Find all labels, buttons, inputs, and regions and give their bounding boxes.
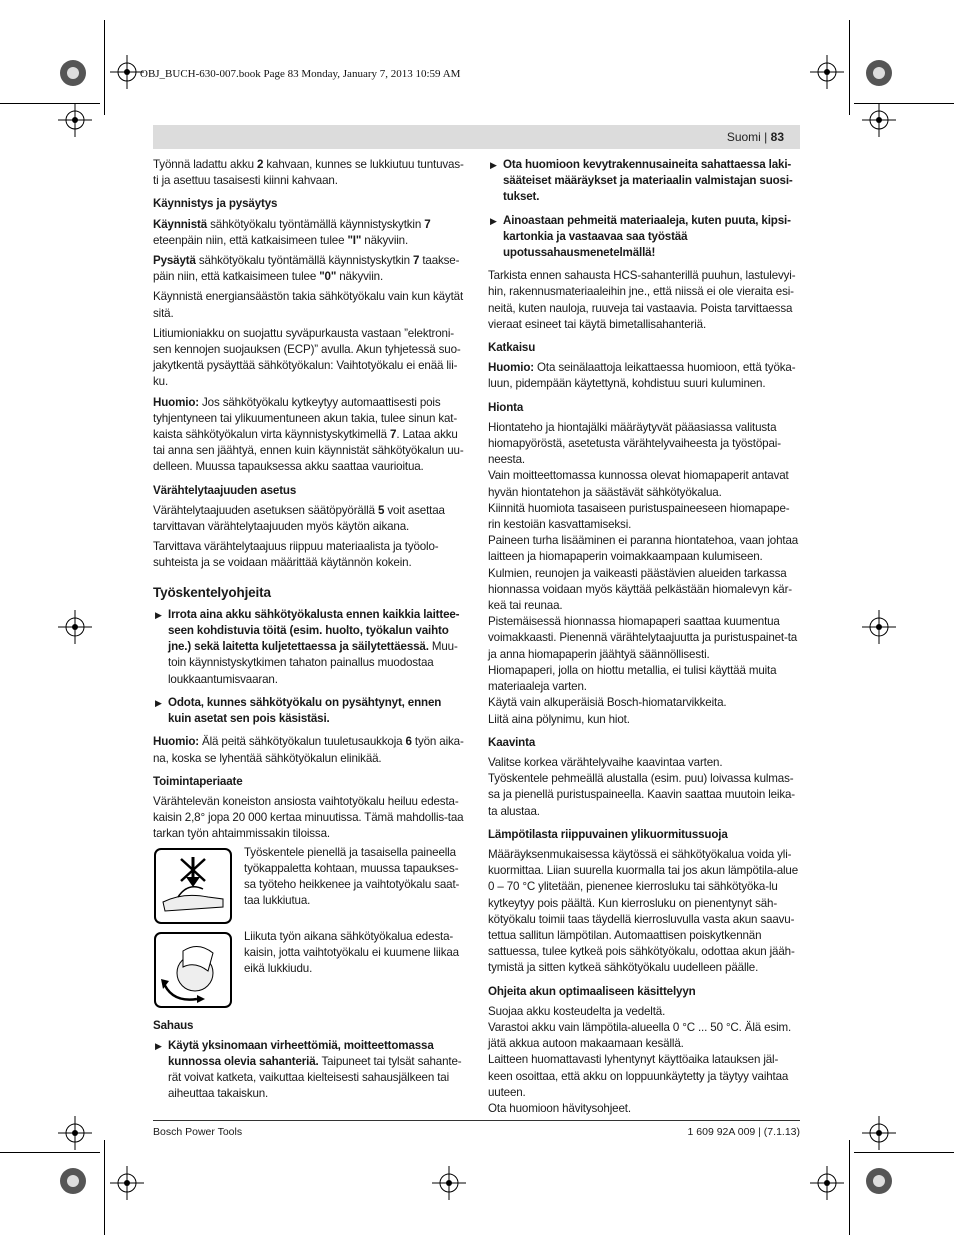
bullet-triangle-icon: ▶ xyxy=(490,215,497,226)
subheading-scraping: Kaavinta xyxy=(488,735,536,749)
bullet-triangle-icon: ▶ xyxy=(155,697,162,708)
paragraph: Määräyksenmukaisessa käytössä ei sähkötyökalua voida yli-kuormittaa. Liian suurella kuormalla tai jos akun lämpötila-alue 0 – 70 °C ylitetään, pienenee kierrosluku tai sähkötyöka-lu kytkeytyy pois päältä. Kun kierrosluku on pienentynyt säh-kötyökalu toimii taas täydellä kierrosluvulla vasta akun saavu-tettua sallitun lämpötilan. Automaattisen poiskytkennän sattuessa, tulee kytkeä pois sähkötyökalu, odottaa akun jääh-tymistä ja sitten kytkeä sähkötyökalu uudelleen päälle. xyxy=(488,847,799,975)
subheading-sawing: Sahaus xyxy=(153,1018,194,1032)
trim-mark xyxy=(854,103,954,104)
language-label: Suomi | xyxy=(726,130,771,144)
crosshair-right-lower xyxy=(862,1116,896,1155)
note-paragraph: Huomio: Älä peitä sähkötyökalun tuuletusaukkoja 6 työn aika-na, koska se lyhentää sähkötyökalun elinikää. xyxy=(153,735,464,765)
trim-mark xyxy=(0,1152,100,1153)
paragraph: Ota huomioon hävitysohjeet. xyxy=(488,1101,631,1115)
paragraph: Pysäytä sähkötyökalu työntämällä käynnistyskytkin 7 taakse-päin niin, että katkaisimeen tulee "0" näkyviin. xyxy=(153,254,460,284)
crosshair-left-upper xyxy=(58,103,92,142)
right-column xyxy=(488,157,800,1121)
back-and-forth-illustration-icon xyxy=(153,931,235,1009)
paragraph: Käytä vain alkuperäisiä Bosch-hiomatarvikkeita. xyxy=(488,696,727,710)
trim-mark xyxy=(849,1140,850,1235)
figure-caption: Liikuta työn aikana sähkötyökalua edesta-kaisin, jotta vaihtotyökalu ei kuumene liikaa eikä lukkiudu. xyxy=(244,929,459,975)
paragraph: Litiumioniakku on suojattu syväpurkausta vastaan ”elektroni-sen kennojen suojauksen (ECP)” avulla. Akun tyhjetessä suo-jakytkentä pysäyttää sähkötyökalun: Vaihtotyökalu ei enää lii-ku. xyxy=(153,326,461,389)
section-heading-work: Työskentelyohjeita xyxy=(153,584,271,600)
paragraph: Hiontateho ja hiontajälki määräytyvät pääasiassa valitusta hiomapyöröstä, asetetusta värähtelyvaiheesta ja työstöpai-neesta. xyxy=(488,420,781,467)
registration-mark-bl xyxy=(58,1166,88,1201)
bullet-item: ▶ Irrota aina akku sähkötyökalusta ennen kaikkia laittee-seen kohdistuvia töitä (esim. huolto, työkalun vaihto jne.) sekä laitetta kuljetettaessa ja säilytettäessä. Muu-toin käynnistyskytkimen tahaton painallus muodostaa loukkaantumisvaaran. xyxy=(155,607,460,686)
page-header-label xyxy=(727,130,784,144)
crosshair-bottom-left xyxy=(110,1166,144,1205)
page-number: 83 xyxy=(770,130,784,144)
subheading-battery-handling: Ohjeita akun optimaaliseen käsittelyyn xyxy=(488,984,696,998)
paragraph: Pistemäisessä hionnassa hiomapaperi saattaa kuumentua voimakkaasti. Pienennä värähtelytaajuutta ja puristuspainet-ta ja anna hiomapaperin jäähtyä säännöllisesti. xyxy=(488,615,798,661)
figure-caption: Työskentele pienellä ja tasaisella paineella työkappaletta kohtaan, muussa tapaukses-sa työteho heikkenee ja vaihtotyökalu saat-taa lukkiutua. xyxy=(244,845,460,908)
paragraph: Värähtelevän koneiston ansiosta vaihtotyökalu heiluu edesta-kaisin 2,8° jopa 20 000 kertaa minuutissa. Tämä mahdollis-taa tarkan työn ahtaimmissakin tiloissa. xyxy=(153,794,464,841)
note-paragraph: Huomio: Jos sähkötyökalu kytkeytyy automaattisesti pois tyhjentyneen tai ylikuumentuneen akun takia, tulee sinun kat-kaista sähkötyökalun virta käynnistyskytkimellä 7. Lataa akku tai anna sen jäähtyä, ennen kuin käynnistät sähkötyökalun uu-delleen. Muussa tapauksessa akku saattaa vaurioitua. xyxy=(153,395,464,474)
crosshair-left-lower xyxy=(58,1116,92,1155)
paragraph: Työnnä ladattu akku 2 kahvaan, kunnes se lukkiutuu tuntuvas-ti ja asettuu tasaisesti kiinni kahvaan. xyxy=(153,158,464,188)
subheading-sanding: Hionta xyxy=(488,400,524,414)
paragraph: Varastoi akku vain lämpötila-alueella 0 °C ... 50 °C. Älä esim. jätä akkua autoon makaamaan kesällä. xyxy=(488,1020,792,1051)
subheading-start-stop: Käynnistys ja pysäytys xyxy=(153,197,278,211)
figure-row-move xyxy=(153,931,465,1011)
paragraph: Värähtelytaajuuden asetuksen säätöpyörällä 5 voit asettaa tarvittavan värähtelytaajuuden myös käytön aikana. xyxy=(153,503,445,534)
paragraph: Kiinnitä huomiota tasaiseen puristuspaineeseen hiomapape-rin kestoiän kasvattamiseksi. xyxy=(488,501,790,532)
paragraph: Liitä aina pölynimu, kun hiot. xyxy=(488,712,630,726)
footer-divider xyxy=(153,1120,800,1121)
paragraph: Vain moitteettomassa kunnossa olevat hiomapaperit antavat hyvän hiontatehon ja säästävät sähkötyökalua. xyxy=(488,469,789,499)
subheading-vibration: Värähtelytaajuuden asetus xyxy=(153,483,297,497)
crosshair-bottom-center xyxy=(432,1166,466,1205)
footer-brand: Bosch Power Tools xyxy=(153,1126,243,1138)
subheading-principle: Toimintaperiaate xyxy=(153,774,243,788)
footer-doc-number: 1 609 92A 009 | (7.1.13) xyxy=(687,1126,800,1138)
no-pressure-illustration-icon xyxy=(153,847,235,925)
bullet-item: ▶ Ainoastaan pehmeitä materiaaleja, kuten puuta, kipsi-kartonkia ja vastaavaa saa työstää upotussahausmenetelmällä! xyxy=(490,213,791,260)
trim-mark xyxy=(854,1152,954,1153)
note-paragraph: Huomio: Ota seinälaattoja leikattaessa huomioon, että työka-luun, pidempään käytettynä, kohdistuu suuri kuluminen. xyxy=(488,361,796,391)
subheading-cutting: Katkaisu xyxy=(488,341,536,355)
page-header-bar xyxy=(153,125,800,149)
paragraph: Käynnistä energiansäästön takia sähkötyökalu vain kun käytät sitä. xyxy=(153,290,464,320)
trim-mark xyxy=(0,103,100,104)
subheading-thermal-protection: Lämpötilasta riippuvainen ylikuormitussuoja xyxy=(488,827,728,841)
figure-row-pressure xyxy=(153,847,465,927)
paragraph: Paineen turha lisääminen ei paranna hiontatehoa, vaan johtaa laitteen ja hiomapaperin voimakkaampaan kulumiseen. xyxy=(488,534,799,564)
crosshair-top-left xyxy=(110,55,144,94)
crosshair-bottom-right xyxy=(810,1166,844,1205)
paragraph: Suojaa akku kosteudelta ja vedeltä. xyxy=(488,1004,666,1018)
bullet-triangle-icon: ▶ xyxy=(155,1040,162,1051)
bullet-item: ▶ Käytä yksinomaan virheettömiä, moitteettomassa kunnossa olevia sahanteriä. Taipuneet tai tylsät sahante-rät voivat katketa, vaikuttaa kielteisesti sahausjälkeen tai aiheuttaa takaiskun. xyxy=(155,1038,462,1101)
left-column xyxy=(153,157,465,1110)
crosshair-right-mid xyxy=(862,610,896,649)
paragraph: Valitse korkea värähtelyvaihe kaavintaa varten. xyxy=(488,755,723,769)
registration-mark-br xyxy=(864,1166,894,1201)
paragraph: Hiomapaperi, jolla on hiottu metallia, ei tulisi käyttää muita materiaaleja varten. xyxy=(488,663,777,694)
crosshair-top-right xyxy=(810,55,844,94)
paragraph: Tarvittava värähtelytaajuus riippuu materiaalista ja työolo-suhteista ja se voidaan määrittää käytännön kokein. xyxy=(153,540,439,570)
paragraph: Työskentele pehmeällä alustalla (esim. puu) loivassa kulmas-sa ja pienellä puristuspaineella. Kaavin saattaa muutoin leika-ta alustaa. xyxy=(488,772,795,818)
bullet-item: ▶ Ota huomioon kevytrakennusaineita sahattaessa laki-sääteiset määräykset ja materiaalin valmistajan suosi-tukset. xyxy=(490,158,793,204)
bullet-item: ▶ Odota, kunnes sähkötyökalu on pysähtynyt, ennen kuin asetat sen pois käsistäsi. xyxy=(155,695,442,726)
paragraph: Laitteen huomattavasti lyhentynyt käyttöaika latauksen jäl-keen osoittaa, että akku on loppuunkäytetty ja täytyy vaihtaa uuteen. xyxy=(488,1053,789,1099)
book-header: OBJ_BUCH-630-007.book Page 83 Monday, January 7, 2013 10:59 AM xyxy=(140,68,461,80)
trim-mark xyxy=(849,20,850,115)
paragraph: Kulmien, reunojen ja vaikeasti päästävien alueiden tarkassa hionnassa voidaan myös käyttää pelkästään hiomalevyn kär-keä tai reunaa. xyxy=(488,566,793,613)
bullet-triangle-icon: ▶ xyxy=(155,609,162,620)
registration-mark-tl xyxy=(58,58,88,93)
registration-mark-tr xyxy=(864,58,894,93)
bullet-triangle-icon: ▶ xyxy=(490,160,497,170)
crosshair-left-mid xyxy=(58,610,92,649)
crosshair-right-upper xyxy=(862,103,896,142)
paragraph: Tarkista ennen sahausta HCS-sahanterillä puuhun, lastulevyi-hin, rakennusmateriaaleihin jne., että niissä ei ole vieraita esi-neitä, kuten nauloja, ruuveja tai vastaavia. Poista tarvittaessa vieraat esineet tai käytä bimetallisahanteriä. xyxy=(488,269,796,331)
trim-mark xyxy=(104,20,105,115)
trim-mark xyxy=(104,1140,105,1235)
paragraph: Käynnistä sähkötyökalu työntämällä käynnistyskytkin 7 eteenpäin niin, että katkaisimeen tulee "I" näkyviin. xyxy=(153,217,431,247)
